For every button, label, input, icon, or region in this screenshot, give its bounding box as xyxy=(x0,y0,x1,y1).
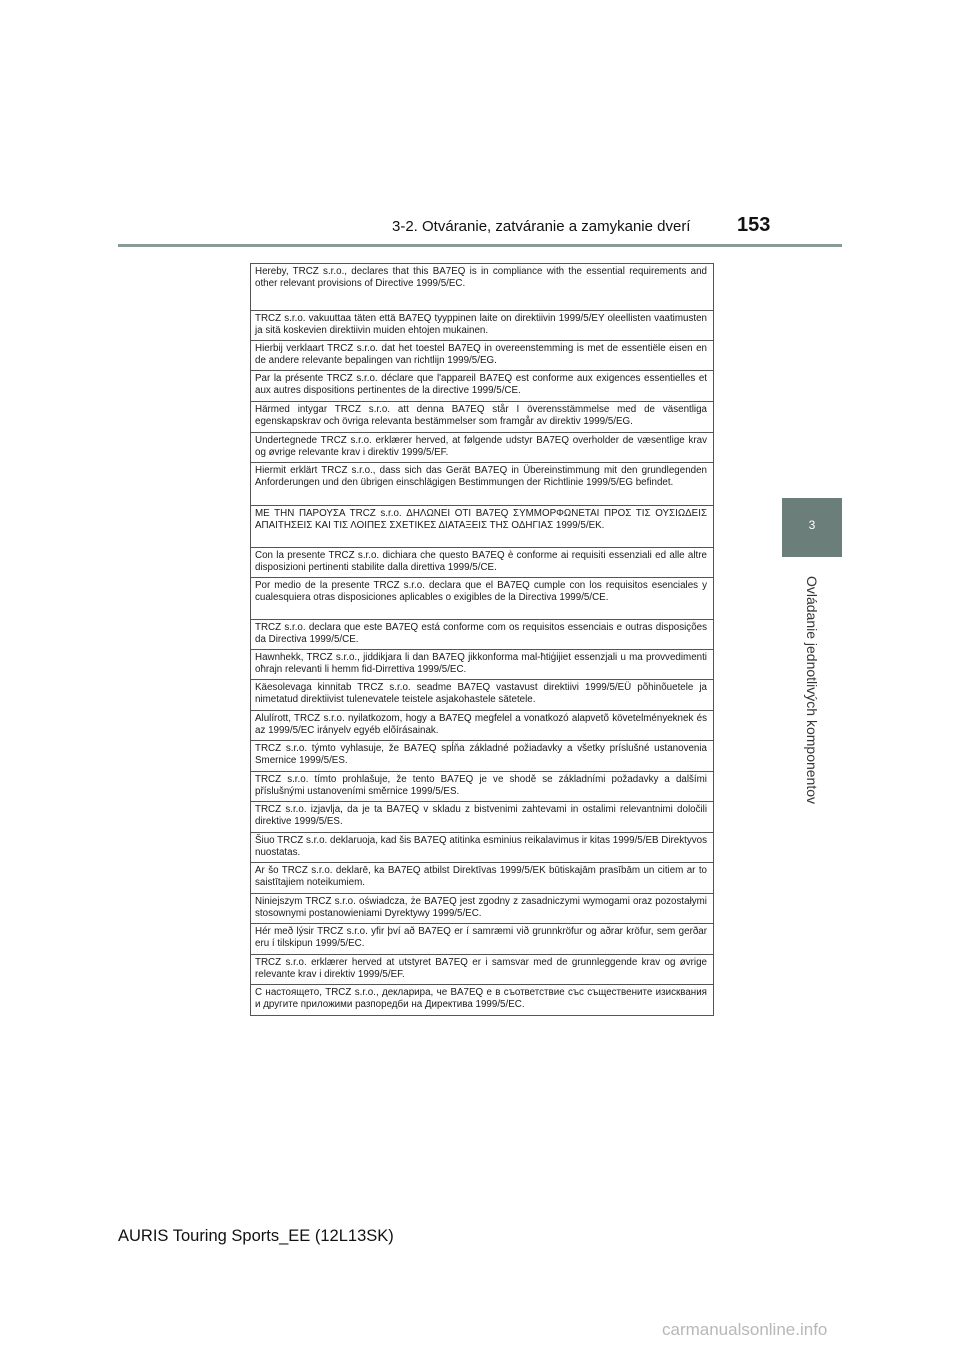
declaration-row: Por medio de la presente TRCZ s.r.o. declara que el BA7EQ cumple con los requisitos esenciales y cualesquiera otras disposiciones aplicables o exigibles de la Directiva 1999/5/CE. xyxy=(251,578,713,620)
chapter-number: 3 xyxy=(808,518,816,532)
declaration-row: Käesolevaga kinnitab TRCZ s.r.o. seadme BA7EQ vastavust direktiivi 1999/5/EÜ põhinõuetele ja nimetatud direktiivist tulenevatele teistele asjakohastele sätetele. xyxy=(251,680,713,711)
declaration-row: Hér með lýsir TRCZ s.r.o. yfir því að BA7EQ er í samræmi við grunnkröfur og aðrar kröfur, sem gerðar eru í tilskipun 1999/5/EC. xyxy=(251,924,713,955)
declaration-row: Undertegnede TRCZ s.r.o. erklærer herved, at følgende udstyr BA7EQ overholder de væsentlige krav og øvrige relevante krav i direktiv 1999/5/EF. xyxy=(251,433,713,463)
declaration-row: TRCZ s.r.o. izjavlja, da je ta BA7EQ v skladu z bistvenimi zahtevami in ostalimi relevantnimi določili direktive 1999/5/ES. xyxy=(251,802,713,833)
declaration-row: Šiuo TRCZ s.r.o. deklaruoja, kad šis BA7EQ atitinka esminius reikalavimus ir kitas 1999/5/EB Direktyvos nuostatas. xyxy=(251,833,713,863)
declaration-row: С настоящето, TRCZ s.r.o., декларира, че BA7EQ е в съответствие със съществените изисквания и другите приложими разпоредби на Директива 1999/5/ЕС. xyxy=(251,985,713,1016)
declaration-row: TRCZ s.r.o. tímto prohlašuje, že tento BA7EQ je ve shodě se základními požadavky a dalšími příslušnými ustanoveními směrnice 1999/5/ES. xyxy=(251,772,713,802)
declaration-row: Hereby, TRCZ s.r.o., declares that this BA7EQ is in compliance with the essential requirements and other relevant provisions of Directive 1999/5/EC. xyxy=(251,264,713,311)
chapter-tab xyxy=(782,498,842,557)
declaration-row: TRCZ s.r.o. erklærer herved at utstyret BA7EQ er i samsvar med de grunnleggende krav og øvrige relevante krav i direktiv 1999/5/EF. xyxy=(251,955,713,985)
declaration-table xyxy=(250,263,714,1016)
declaration-row: TRCZ s.r.o. declara que este BA7EQ está conforme com os requisitos essenciais e outras disposições da Directiva 1999/5/CE. xyxy=(251,620,713,650)
declaration-row: ΜΕ ΤΗΝ ΠΑΡΟΥΣΑ TRCZ s.r.o. ΔΗΛΩΝΕΙ ΟΤΙ BA7EQ ΣΥΜΜΟΡΦΩΝΕΤΑΙ ΠΡΟΣ ΤΙΣ ΟΥΣΙΩΔΕΙΣ ΑΠΑΙΤΗΣΕΙΣ ΚΑΙ ΤΙΣ ΛΟΙΠΕΣ ΣΧΕΤΙΚΕΣ ΔΙΑΤΑΞΕΙΣ ΤΗΣ ΟΔΗΓΙΑΣ 1999/5/EK. xyxy=(251,506,713,548)
declaration-row: Hiermit erklärt TRCZ s.r.o., dass sich das Gerät BA7EQ in Übereinstimmung mit den grundlegenden Anforderungen und den übrigen einschlägigen Bestimmungen der Richtlinie 1999/5/EG befindet. xyxy=(251,463,713,506)
page-number: 153 xyxy=(737,214,771,236)
watermark: carmanualsonline.info xyxy=(662,1320,828,1339)
chapter-title: Ovládanie jednotlivých komponentov xyxy=(804,575,820,805)
section-title: 3-2. Otváranie, zatváranie a zamykanie dverí xyxy=(392,218,691,235)
header-divider xyxy=(118,244,842,247)
footer-model-label: AURIS Touring Sports_EE (12L13SK) xyxy=(118,1227,394,1245)
declaration-row: Par la présente TRCZ s.r.o. déclare que l'appareil BA7EQ est conforme aux exigences essentielles et aux autres dispositions pertinentes de la directive 1999/5/CE. xyxy=(251,371,713,402)
declaration-row: Alulírott, TRCZ s.r.o. nyilatkozom, hogy a BA7EQ megfelel a vonatkozó alapvetõ követelményeknek és az 1999/5/EC irányelv egyéb elõírásainak. xyxy=(251,711,713,741)
declaration-row: Härmed intygar TRCZ s.r.o. att denna BA7EQ står I överensstämmelse med de väsentliga egenskapskrav och övriga relevanta bestämmelser som framgår av direktiv 1999/5/EG. xyxy=(251,402,713,433)
declaration-row: TRCZ s.r.o. týmto vyhlasuje, že BA7EQ spĺňa základné požiadavky a všetky príslušné ustanovenia Smernice 1999/5/ES. xyxy=(251,741,713,772)
declaration-row: Hierbij verklaart TRCZ s.r.o. dat het toestel BA7EQ in overeenstemming is met de essentiële eisen en de andere relevante bepalingen van richtlijn 1999/5/EG. xyxy=(251,341,713,371)
declaration-row: Con la presente TRCZ s.r.o. dichiara che questo BA7EQ è conforme ai requisiti essenziali ed alle altre disposizioni pertinenti stabilite dalla direttiva 1999/5/CE. xyxy=(251,548,713,578)
declaration-row: TRCZ s.r.o. vakuuttaa täten että BA7EQ tyyppinen laite on direktiivin 1999/5/EY oleellisten vaatimusten ja sitä koskevien direktiivin muiden ehtojen mukainen. xyxy=(251,311,713,341)
declaration-row: Niniejszym TRCZ s.r.o. oświadcza, że BA7EQ jest zgodny z zasadniczymi wymogami oraz pozostałymi stosownymi postanowieniami Dyrektywy 1999/5/EC. xyxy=(251,894,713,924)
declaration-row: Hawnhekk, TRCZ s.r.o., jiddikjara li dan BA7EQ jikkonforma mal-ħtiġijiet essenzjali u ma provvedimenti oħrajn relevanti li hemm fid-Dirrettiva 1999/5/EC. xyxy=(251,650,713,680)
declaration-row: Ar šo TRCZ s.r.o. deklarē, ka BA7EQ atbilst Direktīvas 1999/5/EK būtiskajām prasībām un citiem ar to saistītajiem noteikumiem. xyxy=(251,863,713,894)
